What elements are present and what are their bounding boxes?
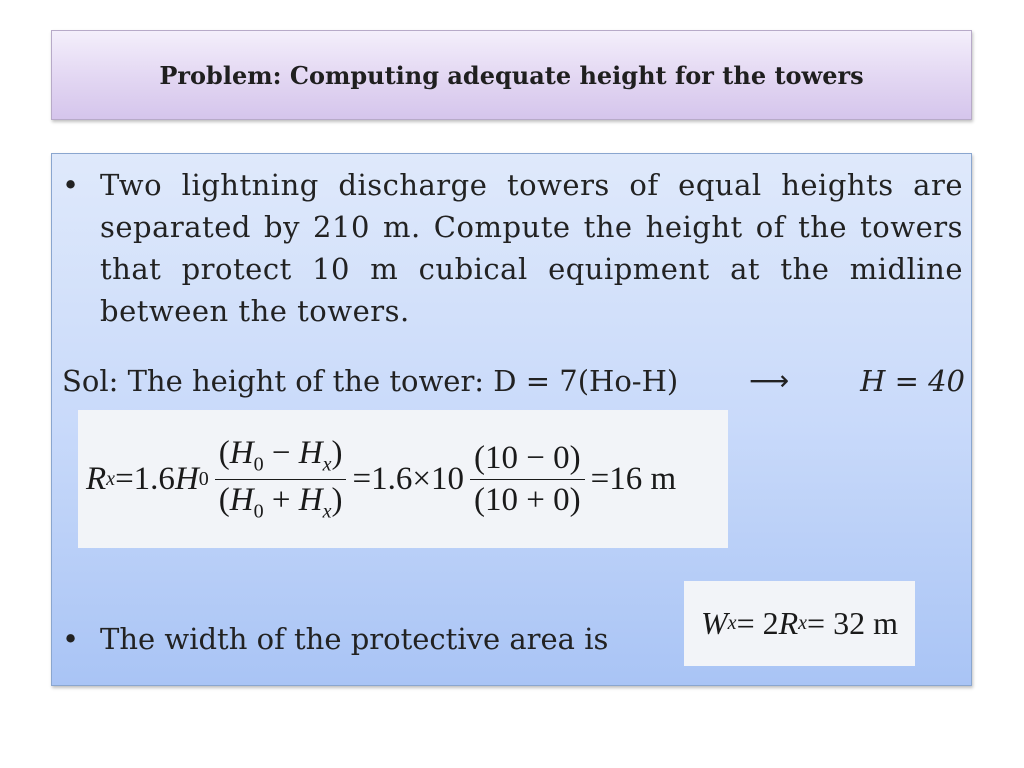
eq2-w-sub: x: [727, 612, 737, 634]
solution-result: H = 40: [860, 364, 965, 398]
eq-h0-var: H: [174, 460, 199, 497]
solution-label: Sol: The height of the tower: D = 7(Ho-H): [62, 364, 679, 398]
solution-line: [62, 360, 965, 402]
eq2-r-var: R: [778, 605, 799, 641]
width-statement: The width of the protective area is: [100, 622, 609, 656]
width-equation: [684, 581, 915, 666]
eq-rx-sub: x: [106, 467, 116, 490]
bullet-marker: •: [62, 168, 80, 202]
slide-title: Problem: Computing adequate height for the towers: [159, 60, 864, 90]
eq-numeric-denominator: (10 + 0): [473, 481, 581, 518]
title-banner: [51, 30, 972, 120]
eq-rx-var: R: [86, 460, 107, 497]
eq2-r-sub: x: [798, 612, 808, 634]
eq-numeric-fraction: [470, 440, 585, 519]
eq-symbolic-fraction: [215, 435, 347, 523]
eq-result: =16 m: [590, 460, 677, 497]
eq-symbolic-numerator: $(H_0 - H_x)$: [215, 435, 347, 480]
eq-numeric-numerator: (10 − 0): [470, 440, 585, 480]
bullet-marker: •: [62, 622, 80, 656]
eq2-result: = 32 m: [807, 605, 898, 641]
radius-equation: [78, 410, 728, 548]
eq-h0-sub: 0: [198, 467, 209, 490]
right-arrow-icon: ⟶: [749, 364, 790, 397]
eq-numeric-coef: =1.6×10: [352, 460, 464, 497]
eq2-mid: = 2: [736, 605, 779, 641]
problem-statement: Two lightning discharge towers of equal heights are separated by 210 m. Compute the height of the towers that protect 10 m cubical equipment at the midline between the towers.: [100, 168, 963, 328]
eq-coef: =1.6: [115, 460, 175, 497]
eq2-w-var: W: [701, 605, 728, 641]
eq-symbolic-denominator: $(H_0 + H_x)$: [218, 481, 343, 523]
content-panel: [51, 153, 972, 686]
